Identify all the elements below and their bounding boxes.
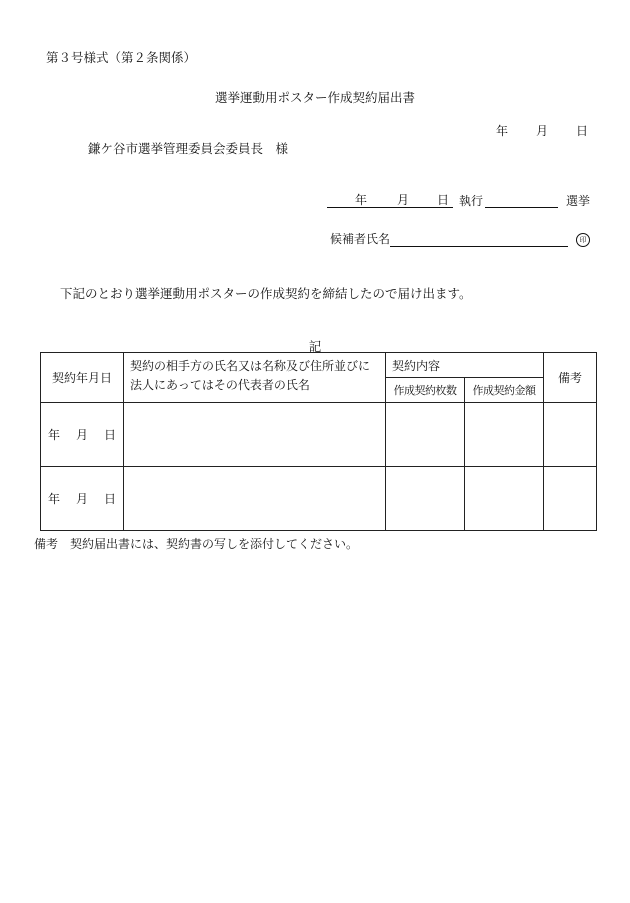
row-count-cell[interactable] — [386, 467, 465, 531]
col-contract-date: 契約年月日 — [41, 353, 124, 403]
remarks-note: 備考 契約届出書には、契約書の写しを添付してください。 — [34, 537, 359, 551]
election-day-label: 日 — [436, 193, 449, 207]
table-row — [41, 467, 597, 531]
table-row — [41, 403, 597, 467]
candidate-line — [330, 230, 590, 247]
election-name-field[interactable] — [485, 193, 558, 208]
row-day-label: 日 — [104, 428, 117, 442]
document-title: 選挙運動用ポスター作成契約届出書 — [214, 90, 415, 105]
row-date-cell[interactable] — [41, 403, 124, 467]
executed-label: 執行 — [458, 194, 483, 208]
row-remarks-cell[interactable] — [544, 467, 597, 531]
row-year-label: 年 — [47, 492, 60, 506]
row-month-label: 月 — [75, 428, 88, 442]
row-amount-cell[interactable] — [465, 467, 544, 531]
submission-date — [496, 122, 588, 139]
row-day-label: 日 — [104, 492, 117, 506]
row-month-label: 月 — [75, 492, 88, 506]
contract-table — [40, 352, 597, 531]
row-date-cell[interactable] — [41, 467, 124, 531]
col-contract-count: 作成契約枚数 — [386, 378, 465, 403]
election-line — [327, 193, 590, 208]
seal-mark: 印 — [576, 233, 590, 247]
col-counterparty: 契約の相手方の氏名又は名称及び住所並びに法人にあってはその代表者の氏名 — [124, 353, 386, 403]
col-contract-amount: 作成契約金額 — [465, 378, 544, 403]
election-month-label: 月 — [396, 193, 409, 207]
candidate-name-field[interactable] — [390, 232, 568, 247]
election-year-label: 年 — [354, 193, 367, 207]
addressee: 鎌ケ谷市選挙管理委員会委員長 様 — [88, 141, 289, 156]
date-year-label: 年 — [495, 124, 508, 138]
row-counterparty-cell[interactable] — [124, 467, 386, 531]
date-month-label: 月 — [535, 124, 548, 138]
row-year-label: 年 — [47, 428, 60, 442]
form-number: 第３号様式（第２条関係） — [46, 50, 197, 65]
row-remarks-cell[interactable] — [544, 403, 597, 467]
election-line-field[interactable] — [327, 193, 453, 208]
row-count-cell[interactable] — [386, 403, 465, 467]
date-day-label: 日 — [575, 124, 588, 138]
row-counterparty-cell[interactable] — [124, 403, 386, 467]
row-amount-cell[interactable] — [465, 403, 544, 467]
ki-heading: 記 — [308, 339, 322, 354]
candidate-name-label: 候補者氏名 — [329, 232, 390, 246]
election-label: 選挙 — [565, 194, 590, 208]
statement-text: 下記のとおり選挙運動用ポスターの作成契約を締結したので届け出ます。 — [60, 286, 472, 301]
col-remarks: 備考 — [544, 353, 597, 403]
col-contract-contents: 契約内容 — [386, 353, 544, 378]
